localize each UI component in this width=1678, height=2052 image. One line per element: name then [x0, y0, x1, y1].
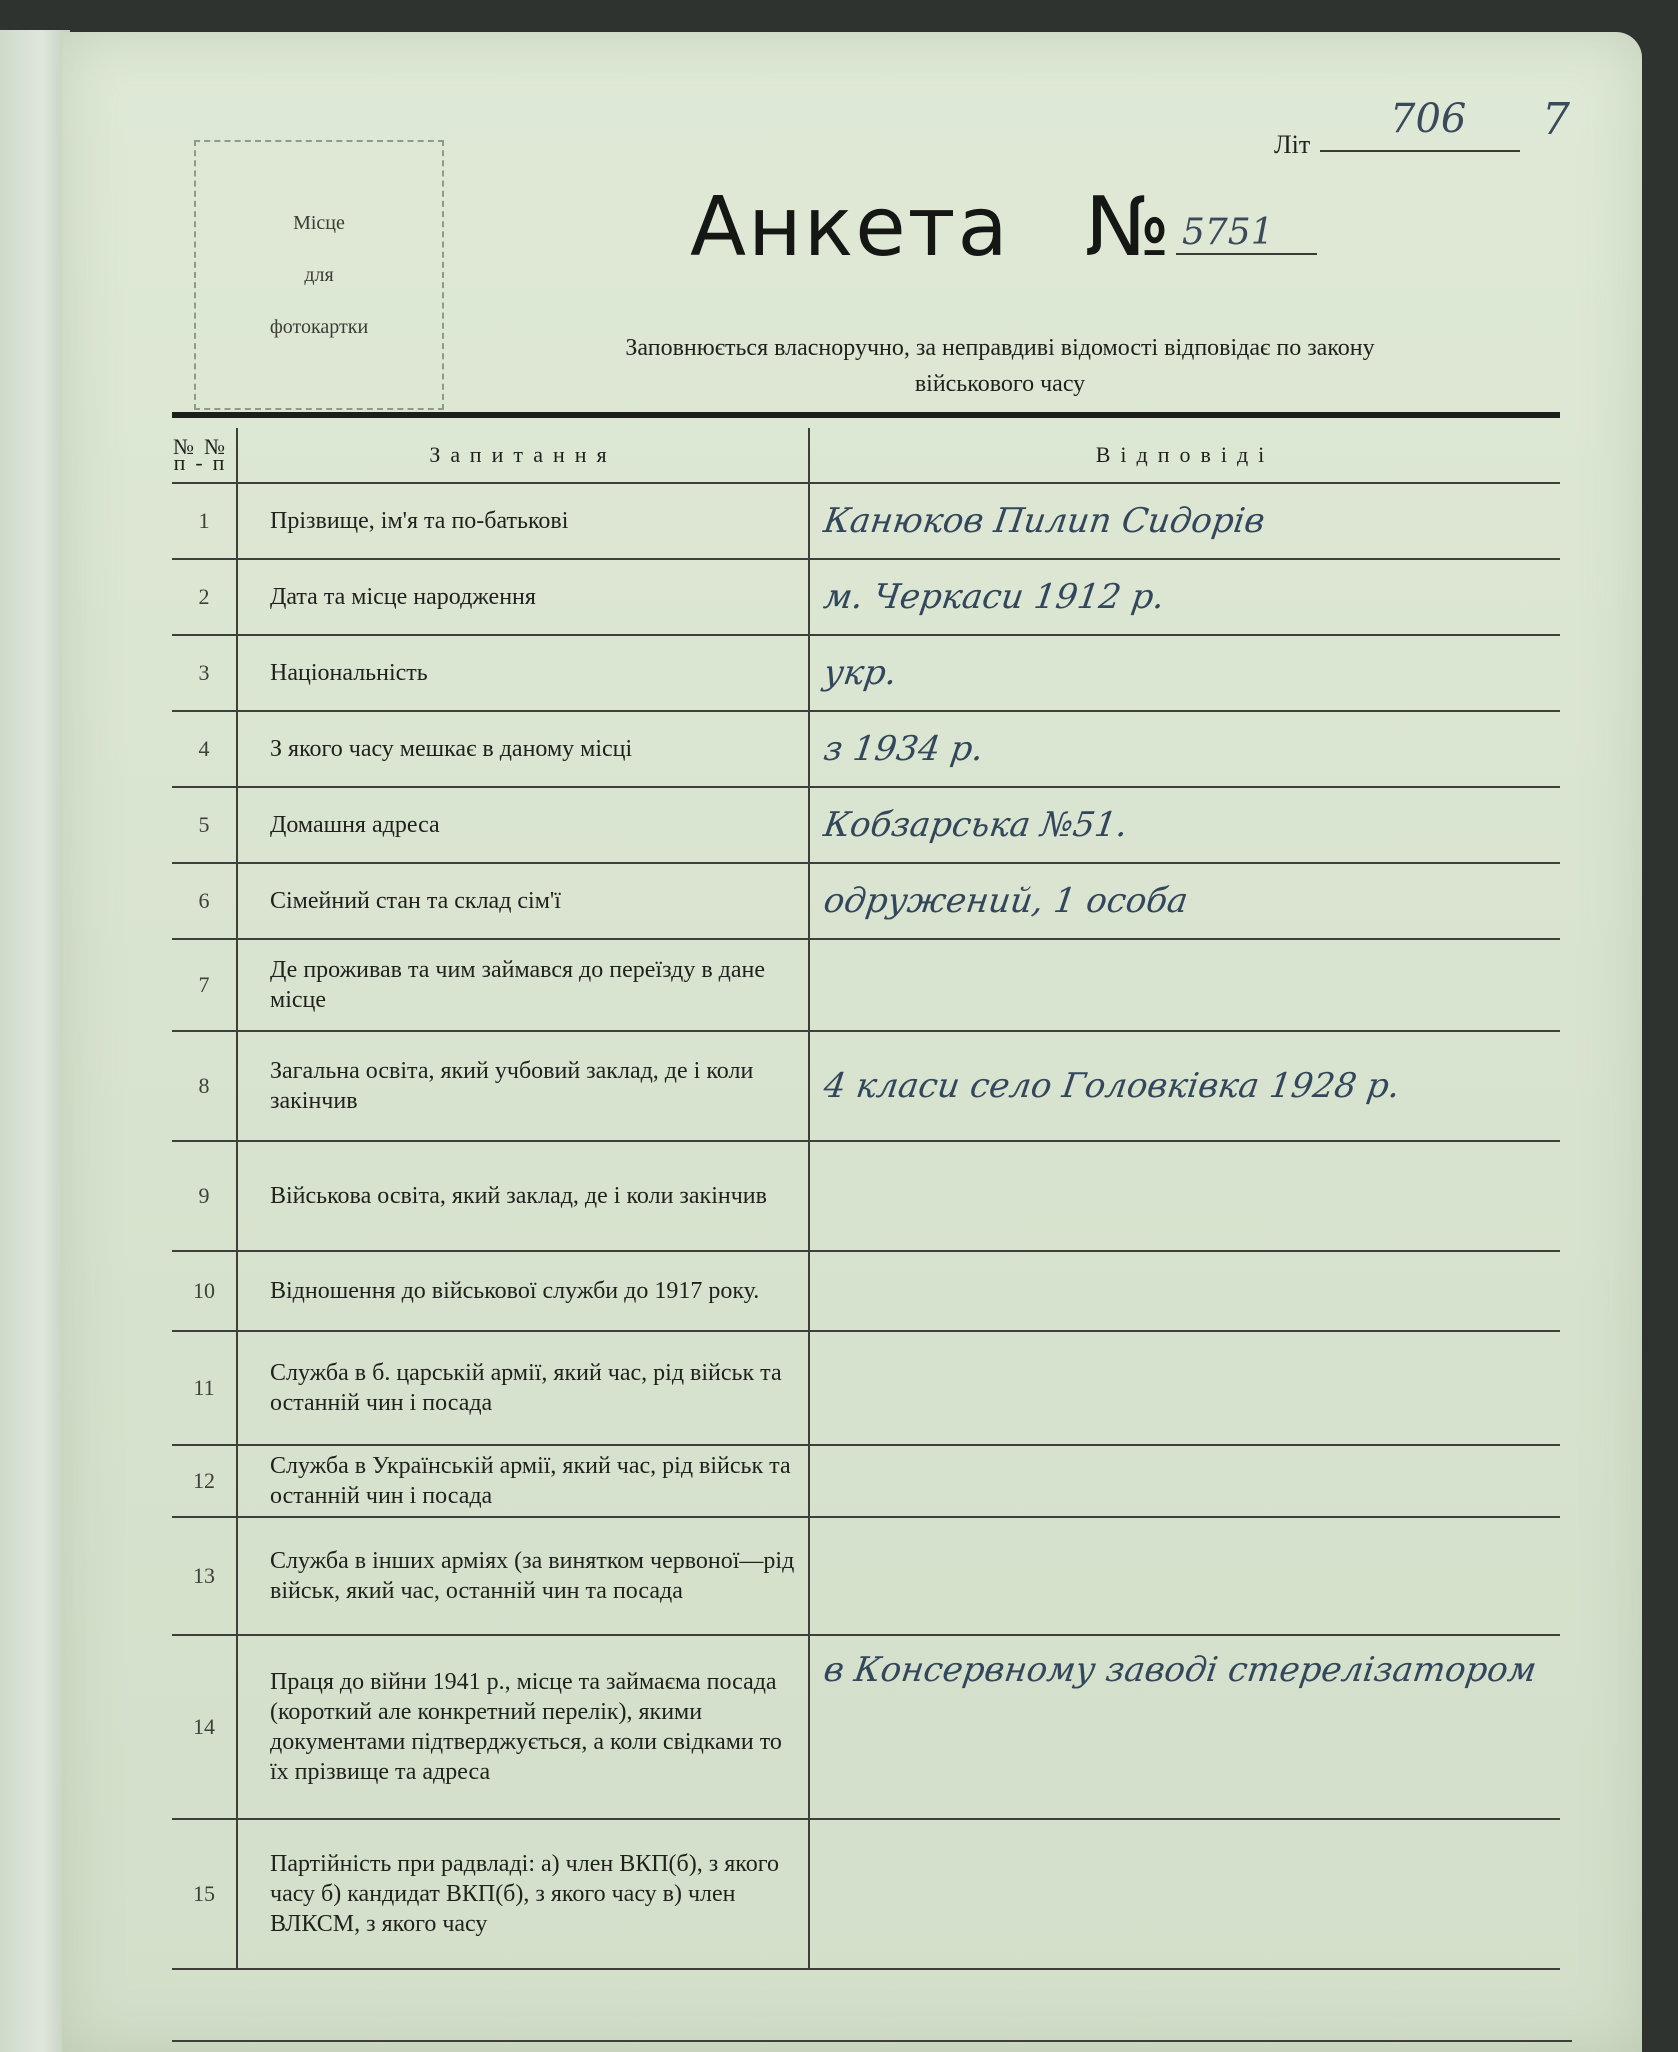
photo-label-1: Місце — [293, 212, 345, 234]
table-row — [172, 1141, 1560, 1251]
row-question — [237, 559, 809, 635]
row-question — [237, 1635, 809, 1819]
row-answer — [809, 787, 1560, 863]
answer-text: одружений, 1 особа — [821, 881, 1191, 921]
table-row — [172, 1031, 1560, 1141]
row-answer — [809, 1331, 1560, 1445]
row-question — [237, 1517, 809, 1635]
table-row — [172, 787, 1560, 863]
row-number: 3 — [172, 635, 237, 711]
photo-label-3: фотокартки — [269, 316, 369, 338]
question-text: Прізвище, ім'я та по-батькові — [270, 508, 569, 534]
lit-underline — [1320, 150, 1520, 152]
question-text: Служба в інших арміях (за винятком червоної—рід військ, який час, останній чин та посада — [270, 1548, 795, 1604]
row-question — [237, 1819, 809, 1969]
lit-extra: 7 — [1542, 94, 1570, 145]
answer-text: м. Черкаси 1912 р. — [821, 577, 1168, 617]
table-row — [172, 939, 1560, 1031]
row-question — [237, 483, 809, 559]
subtitle-line-2: військового часу — [914, 371, 1086, 397]
row-number: 15 — [172, 1819, 237, 1969]
question-text: Національність — [270, 660, 428, 686]
table-row — [172, 1445, 1560, 1517]
number-sign: № — [1085, 180, 1171, 275]
table-row — [172, 1251, 1560, 1331]
row-question — [237, 635, 809, 711]
question-text: Служба в б. царській армії, який час, рід військ та останній чин і посада — [270, 1360, 782, 1416]
row-answer — [809, 939, 1560, 1031]
row-question — [237, 787, 809, 863]
row-answer — [809, 863, 1560, 939]
row-number: 6 — [172, 863, 237, 939]
col-header-no: №№ п-п — [172, 428, 237, 483]
table-row — [172, 483, 1560, 559]
answer-text: 4 класи село Головківка 1928 р. — [821, 1066, 1403, 1106]
row-question — [237, 1331, 809, 1445]
row-number: 4 — [172, 711, 237, 787]
row-number: 11 — [172, 1331, 237, 1445]
table-row — [172, 863, 1560, 939]
row-question — [237, 1445, 809, 1517]
row-number: 12 — [172, 1445, 237, 1517]
table-row — [172, 559, 1560, 635]
table-row — [172, 1331, 1560, 1445]
form-subtitle — [460, 330, 1540, 402]
question-text: Загальна освіта, який учбовий заклад, де і коли закінчив — [270, 1058, 754, 1114]
form-number: 5751 — [1176, 212, 1317, 255]
answer-text: укр. — [821, 653, 900, 693]
row-answer — [809, 559, 1560, 635]
row-answer — [809, 711, 1560, 787]
photo-placeholder — [194, 140, 444, 410]
answer-text: в Консервному заводі стерелізатором — [821, 1650, 1539, 1690]
question-text: Військова освіта, який заклад, де і коли закінчив — [270, 1183, 767, 1209]
row-answer — [809, 635, 1560, 711]
row-number: 10 — [172, 1251, 237, 1331]
question-text: Партійність при радвладі: а) член ВКП(б), з якого часу б) кандидат ВКП(б), з якого часу в) член ВЛКСМ, з якого часу — [270, 1851, 779, 1937]
row-number: 5 — [172, 787, 237, 863]
row-question — [237, 1031, 809, 1141]
question-text: З якого часу мешкає в даному місці — [270, 736, 633, 762]
row-number: 2 — [172, 559, 237, 635]
row-question — [237, 1251, 809, 1331]
lit-value: 706 — [1390, 96, 1467, 142]
row-number: 14 — [172, 1635, 237, 1819]
answer-text: з 1934 р. — [821, 729, 987, 769]
answer-text: Канюков Пилип Сидорів — [821, 501, 1268, 541]
row-number: 8 — [172, 1031, 237, 1141]
row-number: 9 — [172, 1141, 237, 1251]
form-title: Анкета — [690, 180, 1010, 275]
table-row — [172, 1635, 1560, 1819]
row-number: 1 — [172, 483, 237, 559]
row-answer — [809, 1445, 1560, 1517]
question-text: Де проживав та чим займався до переїзду в дане місце — [270, 957, 766, 1013]
row-question — [237, 939, 809, 1031]
row-answer — [809, 1141, 1560, 1251]
table-row — [172, 1819, 1560, 1969]
row-answer — [809, 1251, 1560, 1331]
question-text: Праця до війни 1941 р., місце та займаєма посада (короткий але конкретний перелік), якими документами підтверджується, а коли свідками то їх прізвище та адреса — [270, 1669, 782, 1785]
table-row — [172, 1517, 1560, 1635]
subtitle-line-1: Заповнюється власноручно, за неправдиві відомості відповідає по закону — [625, 335, 1375, 361]
question-text: Домашня адреса — [270, 812, 440, 838]
row-number: 7 — [172, 939, 237, 1031]
bottom-rule — [172, 2040, 1572, 2042]
col-header-answer: Відповіді — [809, 428, 1560, 483]
row-answer — [809, 1031, 1560, 1141]
table-row — [172, 635, 1560, 711]
row-answer — [809, 1819, 1560, 1969]
questionnaire-table — [172, 428, 1560, 1970]
table-row — [172, 711, 1560, 787]
row-question — [237, 1141, 809, 1251]
row-answer — [809, 1635, 1560, 1819]
row-question — [237, 711, 809, 787]
row-question — [237, 863, 809, 939]
answer-text: Кобзарська №51. — [821, 805, 1131, 845]
lit-label: Літ — [1274, 130, 1311, 159]
row-number: 13 — [172, 1517, 237, 1635]
row-answer — [809, 1517, 1560, 1635]
row-answer — [809, 483, 1560, 559]
question-text: Сімейний стан та склад сім'ї — [270, 888, 561, 914]
table-header-row — [172, 428, 1560, 483]
photo-label-2: для — [304, 264, 334, 286]
col-header-question: Запитання — [237, 428, 809, 483]
header-rule — [172, 412, 1560, 418]
question-text: Дата та місце народження — [270, 584, 536, 610]
question-text: Відношення до військової служби до 1917 року. — [270, 1278, 760, 1304]
binder-edge — [0, 30, 70, 2052]
question-text: Служба в Українській армії, який час, рід військ та останній чин і посада — [270, 1453, 791, 1509]
lit-field — [1274, 94, 1570, 159]
